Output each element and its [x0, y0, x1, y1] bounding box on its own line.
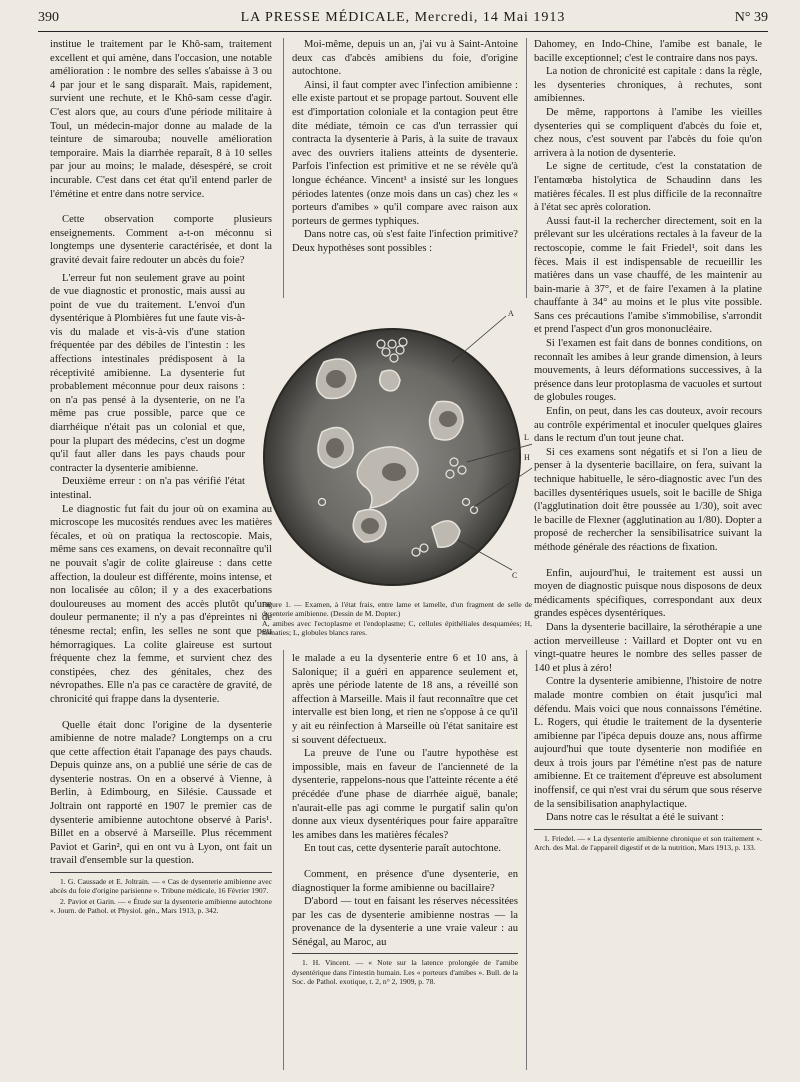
paragraph: Cette observation comporte plusieurs enseignements. Comment a-t-on méconnu si longtemps une dysenterie caractérisée, et dont la gravité devait faire redouter un abcès du foie?: [50, 214, 272, 266]
paragraph: La preuve de l'une ou l'autre hypothèse est impossible, mais en faveur de l'ancienneté de la dysenterie, rappelons-nous que l'atteinte récente a été précédée d'une phase de diarrhée aiguë, banale; n'aurait-elle pas agi comme le purgatif salin qu'on donne aux vieux dysentériques pour faire apparaître les amibes dans les matières fécales?: [292, 748, 518, 841]
column-1: [50, 38, 272, 917]
paragraph: Moi-même, depuis un an, j'ai vu à Saint-Antoine deux cas d'abcès amibiens du foie, d'origine autochtone.: [292, 39, 518, 78]
paragraph: Ainsi, il faut compter avec l'infection amibienne : elle existe partout et se propage partout. Souvent elle est d'importation coloniale et la contagion peut être dite médiate, témoin ce cas d'un terrassier qui contracta la dysenterie à Paris, à la suite de travaux avec des ouvriers italiens atteints de dysenterie. Parfois l'infection est primitive et ne se révèle qu'à longue échéance. Vincent¹ a insisté sur les longues périodes latentes (onze mois dans un cas) chez les « porteurs d'amibes » qu'il compare avec raison aux porteurs de germes typhiques.: [292, 79, 518, 227]
footnotes: [534, 829, 762, 853]
column-2-bottom: [292, 652, 518, 988]
footnote: 1. G. Caussade et E. Joltrain. — « Cas de dysenterie amibienne avec abcès du foie d'origine parisienne ». Tribune médicale, 16 Février 1907.: [50, 877, 272, 896]
paragraph: Dahomey, en Indo-Chine, l'amibe est banale, le bacille exceptionnel; c'est le contraire dans nos pays.: [534, 39, 762, 64]
paragraph: Si ces examens sont négatifs et si l'on a lieu de penser à la dysenterie bacillaire, on fera, suivant la technique habituelle, le séro-diagnostic avec l'un des bacilles dysentériques usuels, soit le bacille de Shiga (l'agglutination doit être poussée au 1/30), soit avec le bacille de Flexner (agglutination au 1/80). Dopter a proposé de rechercher la sensibilisatrice suivant la méthode générale des réactions de fixation.: [534, 446, 762, 553]
column-2-top: [292, 38, 518, 256]
paragraph: Dans la dysenterie bacillaire, la sérothérapie a une action merveilleuse : Vaillard et Dopter ont vu en vingt-quatre heures le nombre des selles passer de 140 et plus à zéro!: [534, 621, 762, 674]
footnote: 1. H. Vincent. — « Note sur la latence prolongée de l'amibe dysentérique dans l'intestin humain. Les « porteurs d'amibes ». Bull. de la Soc. de Pathol. exotique, t. 2, n° 2, 1909, p. 78.: [292, 958, 518, 987]
paragraph: De même, rapportons à l'amibe les vieilles dysenteries qui se compliquent d'abcès du foie et, chez nous, c'est souvent par l'abcès du foie qu'on arrivera à la notion de dysenterie.: [534, 106, 762, 159]
figure-label-l: L: [524, 433, 529, 442]
paragraph: Enfin, aujourd'hui, le traitement est aussi un moyen de diagnostic puisque nous disposons de deux médicaments spécifiques, correspondant aux deux grandes espèces dysentériques.: [534, 567, 762, 620]
paragraph: Dans notre cas le résultat a été le suivant :: [546, 812, 724, 824]
paragraph: institue le traitement par le Khô-sam, traitement excellent et qui amène, dans l'occasion, une notable amélioration : le nombre des selles s'abaisse à 3 ou 4 par jour et le sang disparaît. Mais, rapidement, survient une rechute, et le Khô-sam cesse d'agir. C'est alors que, au cours d'une période militaire à Toul, un médecin-major donne au malade de la teinture de simarouba; nouvelle amélioration temporaire. Mais la diarrhée reparaît, 8 à 10 selles par jour au moins; le malade, désespéré, se croit incurable. C'est dans cet état qu'il entend parler de l'émétine et entre dans notre service.: [50, 39, 272, 200]
microscope-figure: [262, 302, 532, 588]
issue-number: N° 39: [734, 10, 768, 25]
figure-label-a: A: [508, 309, 514, 318]
column-divider: [283, 650, 284, 1070]
column-divider: [526, 38, 527, 298]
page-number: 390: [38, 10, 59, 25]
paragraph: Enfin, on peut, dans les cas douteux, avoir recours au contrôle expérimental et inoculer quelques glaires dans le rectum d'un tout jeune chat.: [534, 406, 762, 445]
paragraph: L'erreur fut non seulement grave au point de vue diagnostic et pronostic, mais aussi au point de vue du traitement. L'envoi d'un dysentérique à Plombières fut une faute vis-à-vis du malade et vis-à-vis d'une station fréquentée par des débiles de l'intestin : les affections intestinales prédisposent à la réceptivité amibienne. La dysenterie fut probablement méconnue pour deux raisons : on n'a pas pensé à la dysenterie, on ne l'a même pas crue possible, parce que ce diarrhéique n'était pas un colonial et que, pour la plupart des médecins, c'est un dogme qu'il faut aller dans les pays chauds pour contracter la dysenterie amibienne.: [50, 272, 245, 474]
journal-title: LA PRESSE MÉDICALE, Mercredi, 14 Mai 1913: [240, 10, 566, 25]
column-divider: [283, 38, 284, 298]
paragraph: Le signe de certitude, c'est la constatation de l'entamœba histolytica de Schaudinn dans les matières fécales. Il est plus difficile de la reconnaître à l'état sec après coloration.: [534, 161, 762, 214]
footnotes: [50, 872, 272, 916]
figure-label-c: C: [512, 571, 518, 580]
figure-caption: [262, 600, 532, 638]
paragraph: En tout cas, cette dysenterie paraît autochtone.: [304, 843, 502, 855]
paragraph: Si l'examen est fait dans de bonnes conditions, on reconnaît les amibes à leur grande dimension, à leurs mouvements, à leurs déformations successives, à la présence dans leur protoplasma de vacuoles et surtout de globules rouges.: [534, 338, 762, 404]
paragraph: Dans notre cas, où s'est faite l'infection primitive? Deux hypothèses sont possibles :: [292, 229, 518, 254]
caption-legend: A, amibes avec l'ectoplasme et l'endoplasme; C, cellules épithéliales desquamées; H, hématies; L, globules blancs rares.: [262, 618, 532, 638]
header-rule: [38, 31, 768, 32]
running-header: [38, 10, 768, 30]
paragraph: Aussi faut-il la rechercher directement, soit en la prélevant sur les ulcérations rectales à la faveur de la rectoscopie, comme le fait Friedel¹, soit dans les fèces. Mais il est indispensable de recueillir les matières dans un vase chauffé, de les maintenir au bain-marie à 37°, et de faire l'examen à la platine chauffante à 34° au moins et le plus vite possible. Sans ces précautions l'amibe s'immobilise, s'arrondit et prend l'aspect d'un gros mononucléaire.: [534, 215, 762, 336]
figure-label-h: H: [524, 453, 530, 462]
paragraph: D'abord — tout en faisant les réserves nécessitées par les cas de dysenterie amibienne nostras — la provenance de la dysenterie a une vraie valeur : au Sénégal, au Maroc, au: [292, 896, 518, 948]
paragraph: Quelle était donc l'origine de la dysenterie amibienne de notre malade? Longtemps on a cru que cette affection était l'apanage des pays chauds. Depuis quinze ans, on a publié une série de cas de dysenterie nostras. On en a observé à Vienne, à Berlin, à Edimbourg, en Silésie. Caussade et Joltrain ont rapporté en 1907 le premier cas de dysenterie amibienne autochtone observé à Paris¹. Billet en a observé à Marseille. Plus récemment Paviot et Garin², qui en ont vu à Lyon, ont fait un travail d'ensemble sur la question.: [50, 719, 272, 867]
column-3: [534, 38, 762, 854]
paragraph: Deuxième erreur : on n'a pas vérifié l'état intestinal.: [50, 476, 245, 501]
paragraph: La notion de chronicité est capitale : dans la règle, les dysenteries chroniques, à rechutes, sont amibiennes.: [534, 66, 762, 105]
footnote: 1. Friedel. — « La dysenterie amibienne chronique et son traitement ». Arch. des Mal. de l'appareil digestif et de la nutrition, Mars 1913, p. 133.: [534, 833, 762, 853]
paragraph: le malade a eu la dysenterie entre 6 et 10 ans, à Salonique; il a guéri en apparence seulement et, après une période latente de 18 ans, a réveillé son affection à Marseille. Mais il faut reconnaître que cet intervalle est bien long, et rien ne s'oppose à ce qu'il y ait eu réinfection à Marseille où l'état sanitaire est si souvent défectueux.: [292, 653, 518, 746]
paragraph: Comment, en présence d'une dysenterie, en diagnostiquer la forme amibienne ou bacillaire?: [292, 868, 518, 894]
footnotes: [292, 953, 518, 986]
footnote: 2. Paviot et Garin. — « Étude sur la dysenterie amibienne autochtone ». Journ. de Pathol. et Physiol. gén., Mars 1913, p. 342.: [50, 896, 272, 916]
column-divider: [526, 650, 527, 1070]
paragraph: Contre la dysenterie amibienne, l'histoire de notre malade montre combien on était jusqu'ici mal défendu. Mais voici que nous connaissons l'émétine. L. Rogers, qui étudie le traitement de la dysenterie amibienne par l'ipéca depuis douze ans, nous affirme aujourd'hui que toute dysenterie non modifiée en deux à trois jours par l'émétine n'est pas de nature amibienne. Et ce traitement d'épreuve est absolument inoffensif, ce qui n'est vrai du sérum que sous réserve de la sensibilisation anaphylactique.: [534, 676, 762, 810]
caption-title: Figure 1. — Examen, à l'état frais, entre lame et lamelle, d'un fragment de selle de dysenterie amibienne. (Dessin de M. Dopter.): [262, 600, 532, 619]
paragraph: Le diagnostic fut fait du jour où on examina au microscope les mucosités rendues avec les matières fécales, et où on pratiqua la rectoscopie. Mais, même sans ces examens, on devait reconnaître qu'il ne pouvait s'agir de colite glaireuse : dans cette affection, la douleur est différente, moins intense, et non localisée au côlon; il y a des exacerbations douloureuses au moment des accès plutôt qu'une douleur permanente; il n'y a pas d'épreintes ni de ténesme rectal; enfin, les selles ne sont que peu hémorragiques. La colite glaireuse est surtout fréquente chez la femme, et survient chez des constipées, chez des génitales, chez des névropathes. Elle n'a pas ce caractère de gravité, de chronicité qui frappe dans la dysenterie.: [50, 503, 272, 705]
